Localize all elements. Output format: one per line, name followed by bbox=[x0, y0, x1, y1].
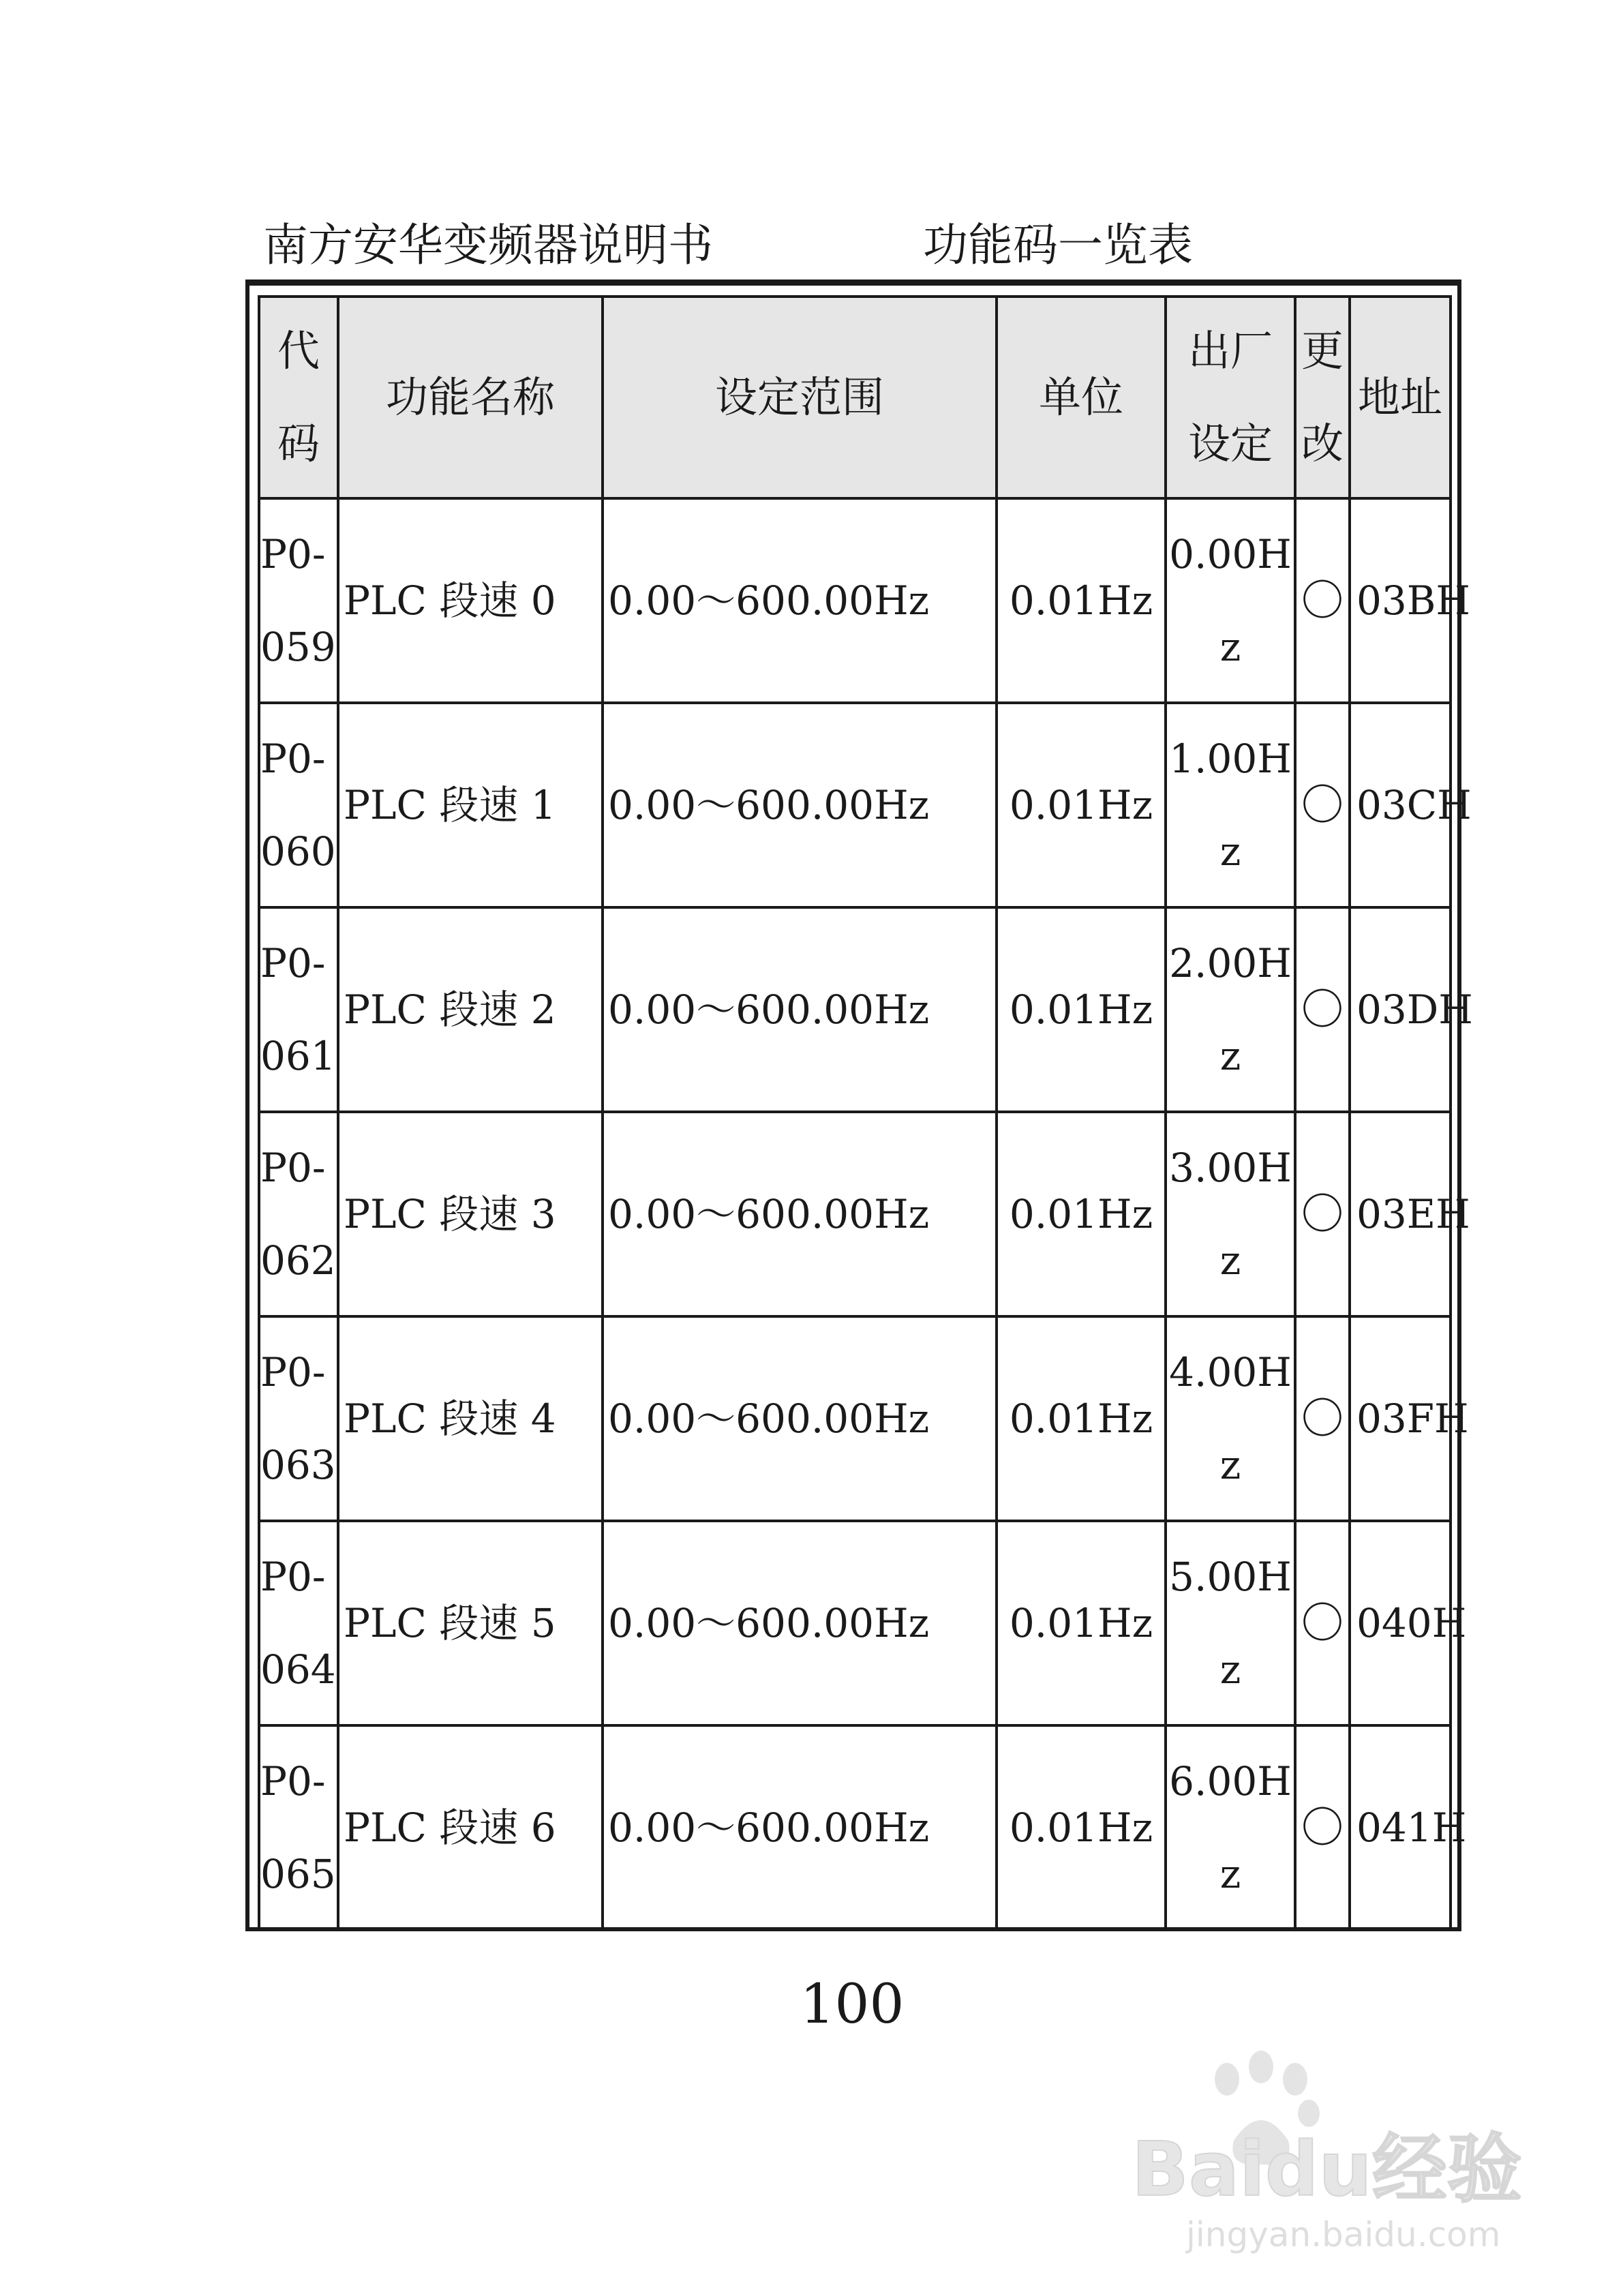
cell-setting-range: 0.00～600.00Hz bbox=[603, 907, 997, 1112]
cell-code: P0- 063 bbox=[259, 1316, 338, 1521]
cell-function-name: PLC 段速 3 bbox=[338, 1112, 603, 1316]
cell-unit: 0.01Hz bbox=[997, 1316, 1166, 1521]
header-factory-setting: 出厂 设定 bbox=[1166, 297, 1295, 498]
function-code-table bbox=[258, 295, 1473, 1931]
cell-function-name: PLC 段速 6 bbox=[338, 1725, 603, 1930]
cell-code: P0- 060 bbox=[259, 703, 338, 907]
cell-setting-range: 0.00～600.00Hz bbox=[603, 1725, 997, 1930]
page-header bbox=[263, 213, 1456, 278]
table-row bbox=[259, 498, 1451, 703]
book-title: 南方安华变频器说明书 bbox=[263, 219, 713, 271]
cell-code: P0- 059 bbox=[259, 498, 338, 703]
section-title: 功能码一览表 bbox=[923, 219, 1193, 271]
cell-modify: 〇 bbox=[1295, 1725, 1350, 1930]
header-code: 代 码 bbox=[259, 297, 338, 498]
cell-factory-setting: 4.00H z bbox=[1166, 1316, 1295, 1521]
cell-factory-setting: 1.00H z bbox=[1166, 703, 1295, 907]
watermark-brand: Baidu经验 bbox=[1132, 2126, 1522, 2213]
cell-modify: 〇 bbox=[1295, 907, 1350, 1112]
cell-modify: 〇 bbox=[1295, 498, 1350, 703]
cell-unit: 0.01Hz bbox=[997, 1725, 1166, 1930]
cell-function-name: PLC 段速 2 bbox=[338, 907, 603, 1112]
table-row bbox=[259, 1521, 1451, 1725]
cell-modify: 〇 bbox=[1295, 1521, 1350, 1725]
cell-factory-setting: 6.00H z bbox=[1166, 1725, 1295, 1930]
cell-setting-range: 0.00～600.00Hz bbox=[603, 703, 997, 907]
table-row bbox=[259, 907, 1451, 1112]
cell-unit: 0.01Hz bbox=[997, 907, 1166, 1112]
cell-code: P0- 061 bbox=[259, 907, 338, 1112]
cell-factory-setting: 2.00H z bbox=[1166, 907, 1295, 1112]
function-code-table-frame bbox=[245, 286, 1473, 1931]
cell-unit: 0.01Hz bbox=[997, 1521, 1166, 1725]
cell-setting-range: 0.00～600.00Hz bbox=[603, 1316, 997, 1521]
table-row bbox=[259, 1725, 1451, 1930]
page-number: 100 bbox=[800, 1972, 905, 2036]
table-row bbox=[259, 1112, 1451, 1316]
cell-setting-range: 0.00～600.00Hz bbox=[603, 498, 997, 703]
baidu-jingyan-watermark bbox=[1125, 2052, 1561, 2256]
cell-code: P0- 064 bbox=[259, 1521, 338, 1725]
header-modify: 更 改 bbox=[1295, 297, 1350, 498]
cell-function-name: PLC 段速 4 bbox=[338, 1316, 603, 1521]
table-row bbox=[259, 1316, 1451, 1521]
header-rule bbox=[245, 280, 1461, 286]
cell-factory-setting: 0.00H z bbox=[1166, 498, 1295, 703]
cell-function-name: PLC 段速 1 bbox=[338, 703, 603, 907]
cell-address: 03DH bbox=[1350, 907, 1451, 1112]
cell-address: 041H bbox=[1350, 1725, 1451, 1930]
watermark-url: jingyan.baidu.com bbox=[1186, 2215, 1501, 2254]
cell-code: P0- 065 bbox=[259, 1725, 338, 1930]
cell-unit: 0.01Hz bbox=[997, 498, 1166, 703]
cell-modify: 〇 bbox=[1295, 1316, 1350, 1521]
cell-modify: 〇 bbox=[1295, 703, 1350, 907]
cell-function-name: PLC 段速 0 bbox=[338, 498, 603, 703]
table-header-row bbox=[259, 297, 1451, 498]
cell-setting-range: 0.00～600.00Hz bbox=[603, 1521, 997, 1725]
cell-factory-setting: 3.00H z bbox=[1166, 1112, 1295, 1316]
cell-address: 03CH bbox=[1350, 703, 1451, 907]
cell-address: 03EH bbox=[1350, 1112, 1451, 1316]
header-function-name: 功能名称 bbox=[338, 297, 603, 498]
header-address: 地址 bbox=[1350, 297, 1451, 498]
cell-function-name: PLC 段速 5 bbox=[338, 1521, 603, 1725]
cell-modify: 〇 bbox=[1295, 1112, 1350, 1316]
cell-address: 03FH bbox=[1350, 1316, 1451, 1521]
cell-factory-setting: 5.00H z bbox=[1166, 1521, 1295, 1725]
table-row bbox=[259, 703, 1451, 907]
cell-setting-range: 0.00～600.00Hz bbox=[603, 1112, 997, 1316]
cell-unit: 0.01Hz bbox=[997, 703, 1166, 907]
cell-address: 040H bbox=[1350, 1521, 1451, 1725]
cell-code: P0- 062 bbox=[259, 1112, 338, 1316]
cell-address: 03BH bbox=[1350, 498, 1451, 703]
header-setting-range: 设定范围 bbox=[603, 297, 997, 498]
cell-unit: 0.01Hz bbox=[997, 1112, 1166, 1316]
header-unit: 单位 bbox=[997, 297, 1166, 498]
